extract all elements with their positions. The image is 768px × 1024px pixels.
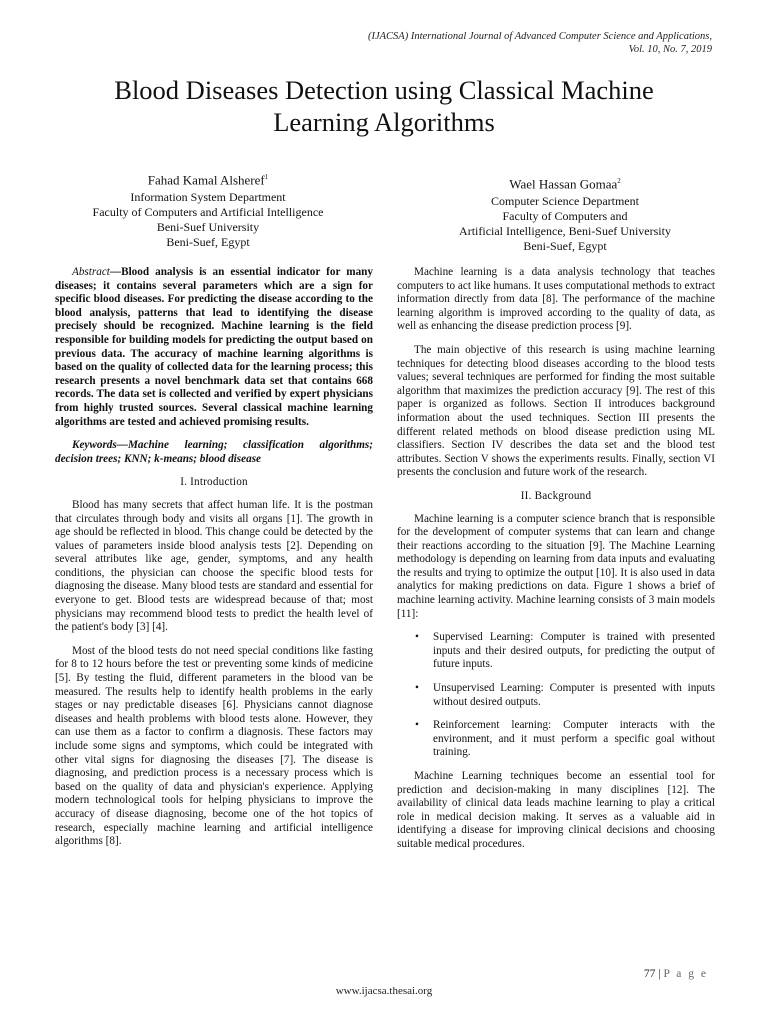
keywords bbox=[55, 439, 373, 466]
author-2-affil-3: Artificial Intelligence, Beni-Suef University bbox=[459, 224, 671, 239]
list-item bbox=[415, 682, 715, 709]
keywords-text: Machine learning; classification algorithms; decision trees; KNN; k-means; blood disease bbox=[55, 439, 373, 465]
page-number-value: 77 bbox=[643, 968, 656, 980]
page-separator: | bbox=[655, 968, 664, 980]
title-line-1: Blood Diseases Detection using Classical Machine bbox=[114, 75, 654, 105]
abstract-lead: Abstract bbox=[72, 266, 110, 278]
keywords-lead: Keywords— bbox=[72, 439, 128, 452]
background-paragraph-2: Machine Learning techniques become an essential tool for prediction and decision-making in many disciplines [12]. The availability of clinical data leads machine learning to play a critical role in medical decision making. It serves as a valuable aid in identifying a disease for improving clinical decisions and choosing suitable medical procedures. bbox=[397, 770, 715, 850]
author-2-affil-1: Computer Science Department bbox=[491, 194, 639, 209]
list-item-text: Unsupervised Learning: Computer is presented with inputs without desired outputs. bbox=[433, 682, 715, 708]
author-1-name-line bbox=[70, 170, 346, 187]
author-1-affil-2: Faculty of Computers and Artificial Intelligence bbox=[92, 205, 324, 220]
left-column bbox=[55, 266, 373, 859]
author-1-sup: 1 bbox=[264, 173, 269, 181]
bullet-icon: • bbox=[415, 631, 419, 644]
bullet-icon: • bbox=[415, 682, 419, 695]
intro-paragraph-1: Blood has many secrets that affect human life. It is the postman that circulates through body and visits all organs [1]. The growth in age should be reflected in blood. This change could be detected by the values of parameters inside blood analysis tests [2]. Depending on several attributes like age, gender, symptoms, and any health conditions, the physician can choose the specific blood tests for diagnosing the disease. Many blood tests are standard and essential for everyone to get. Blood tests are widespread because of that; most physicians may recommend blood tests to predict the health level of the patient's body [3] [4]. bbox=[55, 498, 373, 634]
page-word: P a g e bbox=[663, 968, 708, 980]
right-column bbox=[397, 266, 715, 862]
list-item bbox=[415, 631, 715, 672]
author-1-affil-3: Beni-Suef University bbox=[156, 220, 260, 235]
section-heading-introduction: I. Introduction bbox=[180, 476, 248, 489]
section-heading-background: II. Background bbox=[520, 489, 592, 502]
list-item bbox=[415, 719, 715, 760]
abstract bbox=[55, 266, 373, 429]
author-2 bbox=[420, 174, 710, 254]
author-1-affil-1: Information System Department bbox=[130, 190, 286, 205]
author-2-name-line bbox=[420, 174, 710, 191]
journal-header bbox=[252, 30, 712, 56]
footer-url[interactable]: www.ijacsa.thesai.org bbox=[335, 985, 433, 997]
intro-paragraph-2: Most of the blood tests do not need special conditions like fasting for 8 to 12 hours before the test or preventing some kinds of medicine [5]. By testing the fluid, different parameters in the blood van be measured. The results help to identify health problems in the early stages or nay predictable diseases [6]. Physicians cannot diagnose diseases and health problems with blood tests alone. However, they can use them as a factor to confirm a diagnosis. These factors may include some signs and symptoms, which could be integrated with other vital signs for diagnosing the diseases [7]. The disease is diagnosing, and prediction process is a necessary process which is based on the quality of data and physician's experience. Applying modern technological tools for helping physicians to improve the accuracy of disease diagnosing, become one of the hot topics of research, especially machine learning and artificial intelligence algorithms [8]. bbox=[55, 644, 373, 848]
list-item-text: Supervised Learning: Computer is trained with presented inputs and their desired outputs, for predicting the output of future inputs. bbox=[433, 631, 715, 671]
list-item-text: Reinforcement learning: Computer interacts with the environment, and it must perform a specific goal without training. bbox=[433, 719, 715, 759]
learning-models-list bbox=[397, 631, 715, 760]
author-2-name: Wael Hassan Gomaa bbox=[509, 176, 618, 192]
page-number bbox=[644, 968, 708, 980]
author-1 bbox=[70, 170, 346, 250]
author-1-affil-4: Beni-Suef, Egypt bbox=[166, 235, 250, 250]
background-paragraph-1: Machine learning is a computer science branch that is responsible for the development of computer systems that can learn and change their reactions according to the situation [9]. The Machine Learning methodology is depending on learning from data inputs and evaluating the results and trying to optimize the output [10]. It is also used in data analytics for making predictions on data. Figure 1 shows a brief of machine learning activity. Machine learning consists of 3 main models [11]: bbox=[397, 512, 715, 620]
right-paragraph-2: The main objective of this research is using machine learning techniques for detecting blood diseases according to the blood tests values; several techniques are performed for finding the most suitable algorithm that maximizes the prediction accuracy [9]. The rest of this paper is organized as follows. Section II introduces background information about the used techniques. Section III presents the different related methods on blood disease prediction using ML classifiers. Section IV describes the data set and the blood test attributes. Section V shows the experiments results. Finally, section VI presents the conclusion and future work of the research. bbox=[397, 343, 715, 479]
author-1-name: Fahad Kamal Alsheref bbox=[147, 172, 265, 188]
abstract-text: —Blood analysis is an essential indicator for many diseases; it contains several parameters which are a sign for specific blood diseases. For predicting the disease according to the blood analysis, patterns that lead to identifying the disease precisely should be recognized. Machine learning is the field responsible for building models for predicting the output based on previous data. The accuracy of machine learning algorithms is based on the quality of collected data for the learning process; this research presents a novel benchmark data set that contains 668 records. The data set is collected and verified by expert physicians from highly trusted sources. Several classical machine learning algorithms are tested and achieved promising results. bbox=[55, 266, 373, 428]
right-paragraph-1: Machine learning is a data analysis technology that teaches computers to act like humans. It uses computational methods to extract information directly from data [8]. The performance of the machine learning algorithm is improved according to the quality of data, as well as enhancing the disease prediction process [9]. bbox=[397, 266, 715, 333]
journal-name: (IJACSA) International Journal of Advanced Computer Science and Applications, bbox=[367, 31, 712, 42]
author-2-sup: 2 bbox=[617, 177, 621, 185]
author-2-affil-4: Beni-Suef, Egypt bbox=[523, 239, 607, 254]
title-line-2: Learning Algorithms bbox=[273, 107, 495, 137]
paper-title bbox=[40, 74, 728, 138]
bullet-icon: • bbox=[415, 719, 419, 732]
journal-volume: Vol. 10, No. 7, 2019 bbox=[628, 44, 712, 55]
author-2-affil-2: Faculty of Computers and bbox=[502, 209, 628, 224]
